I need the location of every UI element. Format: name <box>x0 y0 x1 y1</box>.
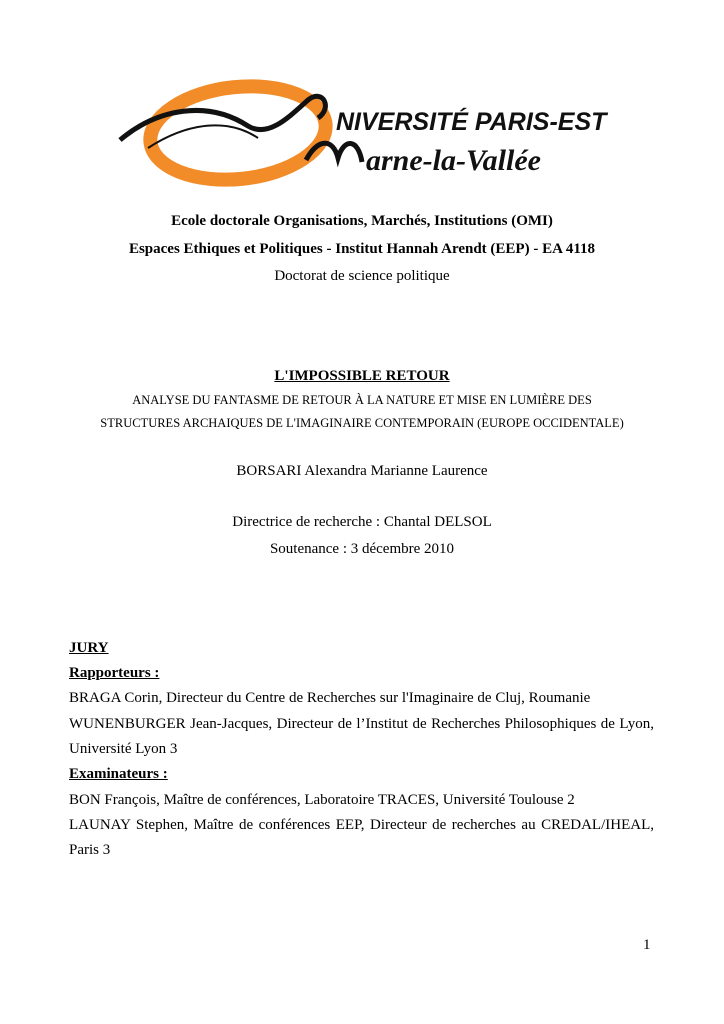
thesis-title: L'IMPOSSIBLE RETOUR <box>274 368 450 384</box>
examinateur-2-line2: Paris 3 <box>69 842 111 858</box>
degree: Doctorat de science politique <box>274 268 450 284</box>
doctoral-school: Ecole doctorale Organisations, Marchés, Institutions (OMI) <box>171 213 553 229</box>
thesis-subtitle-line1: ANALYSE DU FANTASME DE RETOUR À LA NATURE ET MISE EN LUMIÈRE DES <box>132 393 592 407</box>
examinateur-2-line1: LAUNAY Stephen, Maître de conférences EEP, Directeur de recherches au CREDAL/IHEAL, <box>69 817 654 833</box>
university-logo <box>118 78 610 188</box>
thesis-subtitle-line2: STRUCTURES ARCHAIQUES DE L'IMAGINAIRE CONTEMPORAIN (EUROPE OCCIDENTALE) <box>100 416 624 430</box>
rapporteur-2-line1: WUNENBURGER Jean-Jacques, Directeur de l’Institut de Recherches Philosophiques de Lyon, <box>69 716 654 732</box>
research-lab: Espaces Ethiques et Politiques - Institut Hannah Arendt (EEP) - EA 4118 <box>128 241 596 257</box>
thesis-director: Directrice de recherche : Chantal DELSOL <box>232 514 492 530</box>
rapporteur-1: BRAGA Corin, Directeur du Centre de Recherches sur l'Imaginaire de Cluj, Roumanie <box>69 690 591 706</box>
jury-heading: JURY <box>69 640 109 656</box>
examinateurs-heading: Examinateurs : <box>69 766 168 782</box>
examinateur-1: BON François, Maître de conférences, Laboratoire TRACES, Université Toulouse 2 <box>69 792 575 808</box>
page-number: 1 <box>643 937 651 953</box>
logo-black-wing-2 <box>148 125 258 148</box>
logo-orange-swoosh <box>146 78 331 188</box>
logo-text-line2: arne-la-Vallée <box>366 144 541 177</box>
rapporteurs-heading: Rapporteurs : <box>69 665 160 681</box>
author: BORSARI Alexandra Marianne Laurence <box>236 463 488 479</box>
defense-date: Soutenance : 3 décembre 2010 <box>269 541 455 557</box>
logo-text-line1: NIVERSITÉ PARIS-EST <box>336 108 607 136</box>
rapporteur-2-line2: Université Lyon 3 <box>69 741 178 757</box>
